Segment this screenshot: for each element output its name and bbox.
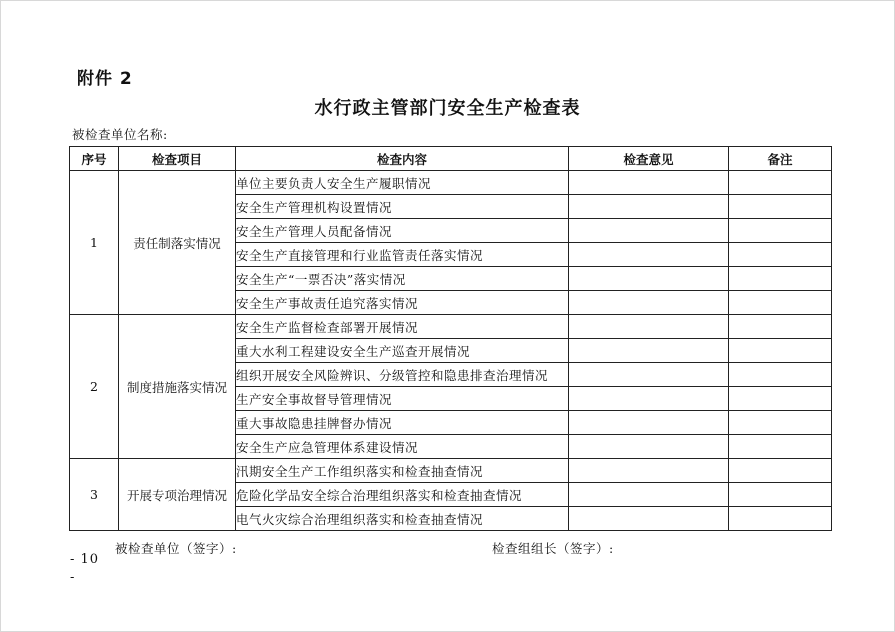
header-seq: 序号 bbox=[70, 147, 119, 171]
opinion-cell[interactable] bbox=[569, 219, 729, 243]
check-content-cell: 安全生产管理人员配备情况 bbox=[236, 219, 569, 243]
page-number-dash: - bbox=[70, 570, 75, 585]
opinion-cell[interactable] bbox=[569, 267, 729, 291]
inspection-table bbox=[69, 146, 832, 531]
page-number: - 10 bbox=[70, 552, 100, 567]
attachment-label: 附件 2 bbox=[77, 69, 133, 89]
check-content-cell: 安全生产直接管理和行业监管责任落实情况 bbox=[236, 243, 569, 267]
opinion-cell[interactable] bbox=[569, 195, 729, 219]
check-content-cell: 重大事故隐患挂牌督办情况 bbox=[236, 411, 569, 435]
check-content-cell: 安全生产应急管理体系建设情况 bbox=[236, 435, 569, 459]
opinion-cell[interactable] bbox=[569, 483, 729, 507]
table-header-row bbox=[70, 147, 832, 171]
remarks-cell[interactable] bbox=[729, 459, 832, 483]
check-content-cell: 生产安全事故督导管理情况 bbox=[236, 387, 569, 411]
team-leader-signature-label: 检查组组长（签字）: bbox=[492, 541, 614, 556]
seq-cell: 2 bbox=[70, 315, 119, 459]
remarks-cell[interactable] bbox=[729, 291, 832, 315]
remarks-cell[interactable] bbox=[729, 363, 832, 387]
check-item-cell: 责任制落实情况 bbox=[119, 171, 236, 315]
remarks-cell[interactable] bbox=[729, 483, 832, 507]
opinion-cell[interactable] bbox=[569, 387, 729, 411]
check-item-cell: 开展专项治理情况 bbox=[119, 459, 236, 531]
remarks-cell[interactable] bbox=[729, 219, 832, 243]
remarks-cell[interactable] bbox=[729, 315, 832, 339]
table-row bbox=[70, 459, 832, 483]
check-content-cell: 组织开展安全风险辨识、分级管控和隐患排查治理情况 bbox=[236, 363, 569, 387]
table-row bbox=[70, 171, 832, 195]
seq-cell: 1 bbox=[70, 171, 119, 315]
opinion-cell[interactable] bbox=[569, 507, 729, 531]
check-content-cell: 电气火灾综合治理组织落实和检查抽查情况 bbox=[236, 507, 569, 531]
opinion-cell[interactable] bbox=[569, 459, 729, 483]
check-content-cell: 安全生产监督检查部署开展情况 bbox=[236, 315, 569, 339]
inspected-unit-signature-label: 被检查单位（签字）: bbox=[115, 541, 237, 556]
check-content-cell: 安全生产事故责任追究落实情况 bbox=[236, 291, 569, 315]
remarks-cell[interactable] bbox=[729, 387, 832, 411]
remarks-cell[interactable] bbox=[729, 171, 832, 195]
remarks-cell[interactable] bbox=[729, 243, 832, 267]
opinion-cell[interactable] bbox=[569, 363, 729, 387]
page-title: 水行政主管部门安全生产检查表 bbox=[314, 98, 581, 119]
header-content: 检查内容 bbox=[236, 147, 569, 171]
check-content-cell: 安全生产“一票否决”落实情况 bbox=[236, 267, 569, 291]
check-content-cell: 危险化学品安全综合治理组织落实和检查抽查情况 bbox=[236, 483, 569, 507]
header-remarks: 备注 bbox=[729, 147, 832, 171]
opinion-cell[interactable] bbox=[569, 291, 729, 315]
check-item-cell: 制度措施落实情况 bbox=[119, 315, 236, 459]
table-row bbox=[70, 315, 832, 339]
header-item: 检查项目 bbox=[119, 147, 236, 171]
remarks-cell[interactable] bbox=[729, 507, 832, 531]
remarks-cell[interactable] bbox=[729, 411, 832, 435]
header-opinion: 检查意见 bbox=[569, 147, 729, 171]
remarks-cell[interactable] bbox=[729, 195, 832, 219]
opinion-cell[interactable] bbox=[569, 315, 729, 339]
opinion-cell[interactable] bbox=[569, 171, 729, 195]
check-content-cell: 重大水利工程建设安全生产巡查开展情况 bbox=[236, 339, 569, 363]
seq-cell: 3 bbox=[70, 459, 119, 531]
remarks-cell[interactable] bbox=[729, 267, 832, 291]
inspected-unit-name-label: 被检查单位名称: bbox=[72, 127, 168, 142]
opinion-cell[interactable] bbox=[569, 411, 729, 435]
opinion-cell[interactable] bbox=[569, 243, 729, 267]
check-content-cell: 单位主要负责人安全生产履职情况 bbox=[236, 171, 569, 195]
opinion-cell[interactable] bbox=[569, 339, 729, 363]
check-content-cell: 安全生产管理机构设置情况 bbox=[236, 195, 569, 219]
remarks-cell[interactable] bbox=[729, 435, 832, 459]
opinion-cell[interactable] bbox=[569, 435, 729, 459]
check-content-cell: 汛期安全生产工作组织落实和检查抽查情况 bbox=[236, 459, 569, 483]
remarks-cell[interactable] bbox=[729, 339, 832, 363]
